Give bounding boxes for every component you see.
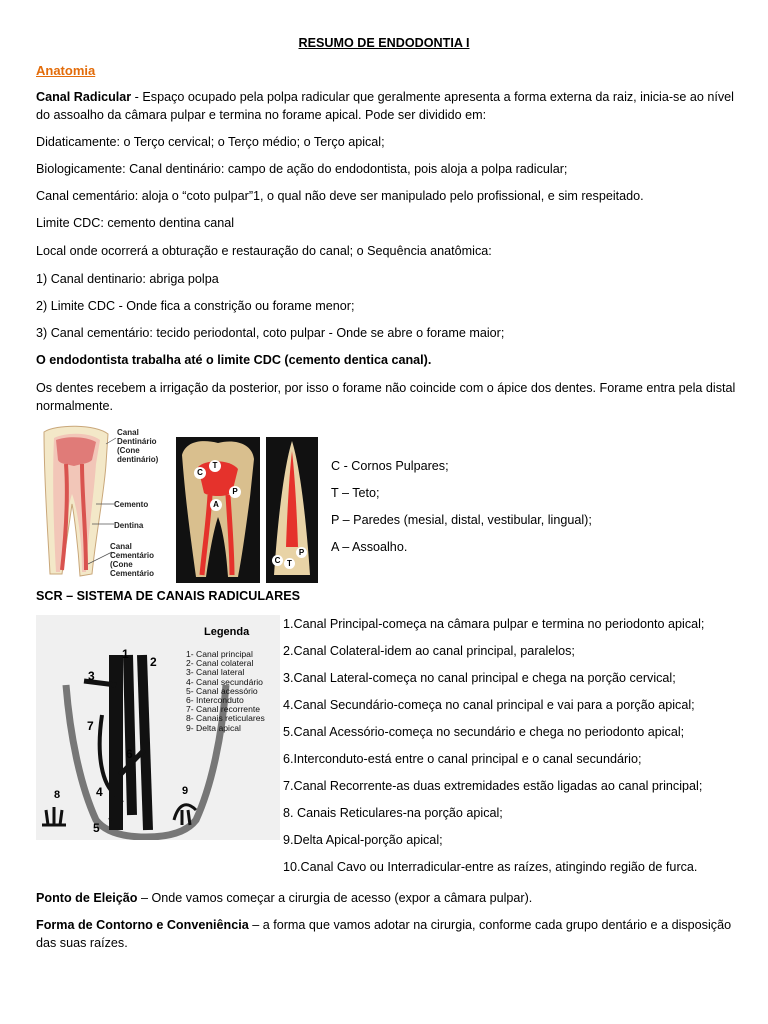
scr-list — [283, 617, 753, 877]
forma-contorno-label: Forma de Contorno e Conveniência — [36, 918, 249, 932]
label-canal-dentinario: Canal Dentinário (Cone dentinário) — [117, 428, 159, 464]
scr-num-2: 2 — [150, 655, 157, 669]
legend-list — [186, 650, 265, 733]
canal-radicular-label: Canal Radicular — [36, 90, 132, 104]
label-canal-cementario: Canal Cementário (Cone Cementário — [110, 542, 155, 578]
list-item-3: 3) Canal cementário: tecido periodontal, coto pulpar - Onde se abre o forame maior; — [36, 326, 505, 340]
incisor-letter-c: C — [272, 555, 283, 566]
scr-diagram — [36, 615, 280, 840]
ponto-eleicao-label: Ponto de Eleição — [36, 891, 138, 905]
scr-heading: SCR – SISTEMA DE CANAIS RADICULARES — [36, 589, 301, 603]
scr-num-3: 3 — [88, 669, 95, 683]
cta-legend — [331, 453, 592, 561]
legend-item: 4- Canal secundário — [186, 676, 263, 687]
scr-list-item: 6.Interconduto-está entre o canal principal e o canal secundário; — [283, 752, 642, 766]
legend-item: 9- Delta apical — [186, 722, 241, 733]
assoalho-line: A – Assoalho. — [331, 540, 408, 554]
scr-list-item: 9.Delta Apical-porção apical; — [283, 833, 443, 847]
legend-item: 8- Canais reticulares — [186, 713, 265, 724]
legend-item: 1- Canal principal — [186, 649, 253, 659]
molar-letter-p: P — [229, 486, 241, 498]
forma-contorno-text: – a forma que vamos adotar na cirurgia, conforme cada grupo dentário e a disposição das suas raízes. — [36, 918, 732, 950]
ponto-eleicao-text: – Onde vamos começar a cirurgia de acesso (expor a câmara pulpar). — [137, 891, 533, 905]
list-item-2: 2) Limite CDC - Onde fica a constrição ou forame menor; — [36, 299, 355, 313]
forma-contorno-paragraph — [36, 917, 736, 952]
scr-list-item: 5.Canal Acessório-começa no secundário e chega no periodonto apical; — [283, 725, 685, 739]
label-cemento: Cemento — [114, 500, 149, 509]
document-title: RESUMO DE ENDODONTIA I — [298, 36, 470, 50]
scr-list-item: 7.Canal Recorrente-as duas extremidades estão ligadas ao canal principal; — [283, 779, 703, 793]
scr-num-1: 1 — [122, 647, 129, 661]
canal-radicular-text: Espaço ocupado pela polpa radicular que geralmente apresenta a forma externa da raiz, inicia-se ao nível do assoalho da câmara pulpar e termina no forame apical. Pode ser dividido em: — [36, 90, 734, 122]
scr-list-item: 2.Canal Colateral-idem ao canal principal, paralelos; — [283, 644, 575, 658]
paredes-line: P – Paredes (mesial, distal, vestibular, lingual); — [331, 513, 592, 527]
legend-title: Legenda — [204, 626, 250, 638]
legend-item: 6- Interconduto — [186, 695, 244, 706]
dentes-paragraph: Os dentes recebem a irrigação da posterior, por isso o forame não coincide com o ápice dos dentes. Forame entra pela distal normalmente. — [36, 381, 736, 413]
scr-num-6: 6 — [126, 747, 133, 761]
ponto-eleicao-line — [36, 890, 736, 908]
section-anatomy-heading: Anatomia — [36, 63, 96, 78]
scr-num-4: 4 — [96, 785, 103, 799]
scr-list-item: 1.Canal Principal-começa na câmara pulpar e termina no periodonto apical; — [283, 617, 705, 631]
canal-radicular-paragraph — [36, 89, 736, 124]
local-line: Local onde ocorrerá a obturação e restauração do canal; o Sequência anatômica: — [36, 244, 492, 258]
incisor-photo — [266, 437, 318, 583]
legend-item: 7- Canal recorrente — [186, 704, 261, 715]
molar-letter-t: T — [209, 460, 221, 472]
list-item-1: 1) Canal dentinario: abriga polpa — [36, 272, 219, 286]
molar-letter-c: C — [194, 467, 206, 479]
legend-item: 3- Canal lateral — [186, 667, 245, 678]
scr-list-item: 3.Canal Lateral-começa no canal principal e chega na porção cervical; — [283, 671, 676, 685]
molar-photo — [176, 437, 260, 583]
incisor-letter-t: T — [284, 558, 295, 569]
scr-num-5: 5 — [93, 821, 100, 835]
scr-list-item: 10.Canal Cavo ou Interradicular-entre as raízes, atingindo região de furca. — [283, 860, 698, 874]
endodontista-line: O endodontista trabalha até o limite CDC (cemento dentica canal). — [36, 353, 432, 367]
canal-cementario-line: Canal cementário: aloja o “coto pulpar”1, o qual não deve ser manipulado pelo profissional, e sim respeitado. — [36, 189, 644, 203]
label-dentina: Dentina — [114, 521, 144, 530]
cornos-line: C - Cornos Pulpares; — [331, 459, 449, 473]
scr-list-item: 8. Canais Reticulares-na porção apical; — [283, 806, 503, 820]
legend-item: 5- Canal acessório — [186, 685, 258, 696]
limite-cdc-line: Limite CDC: cemento dentina canal — [36, 216, 235, 230]
legend-item: 2- Canal colateral — [186, 658, 254, 669]
scr-num-9: 9 — [182, 785, 189, 797]
molar-letter-a: A — [210, 499, 222, 511]
biologicamente-line: Biologicamente: Canal dentinário: campo de ação do endodontista, pois aloja a polpa radicular; — [36, 162, 568, 176]
didaticamente-line: Didaticamente: o Terço cervical; o Terço médio; o Terço apical; — [36, 135, 385, 149]
scr-num-7: 7 — [87, 719, 94, 733]
scr-num-8: 8 — [54, 789, 61, 801]
canal-radicular-dash: - — [131, 90, 143, 104]
scr-list-item: 4.Canal Secundário-começa no canal principal e vai para a porção apical; — [283, 698, 695, 712]
incisor-letter-p: P — [296, 547, 307, 558]
tooth-section-figure — [36, 424, 161, 582]
teto-line: T – Teto; — [331, 486, 380, 500]
